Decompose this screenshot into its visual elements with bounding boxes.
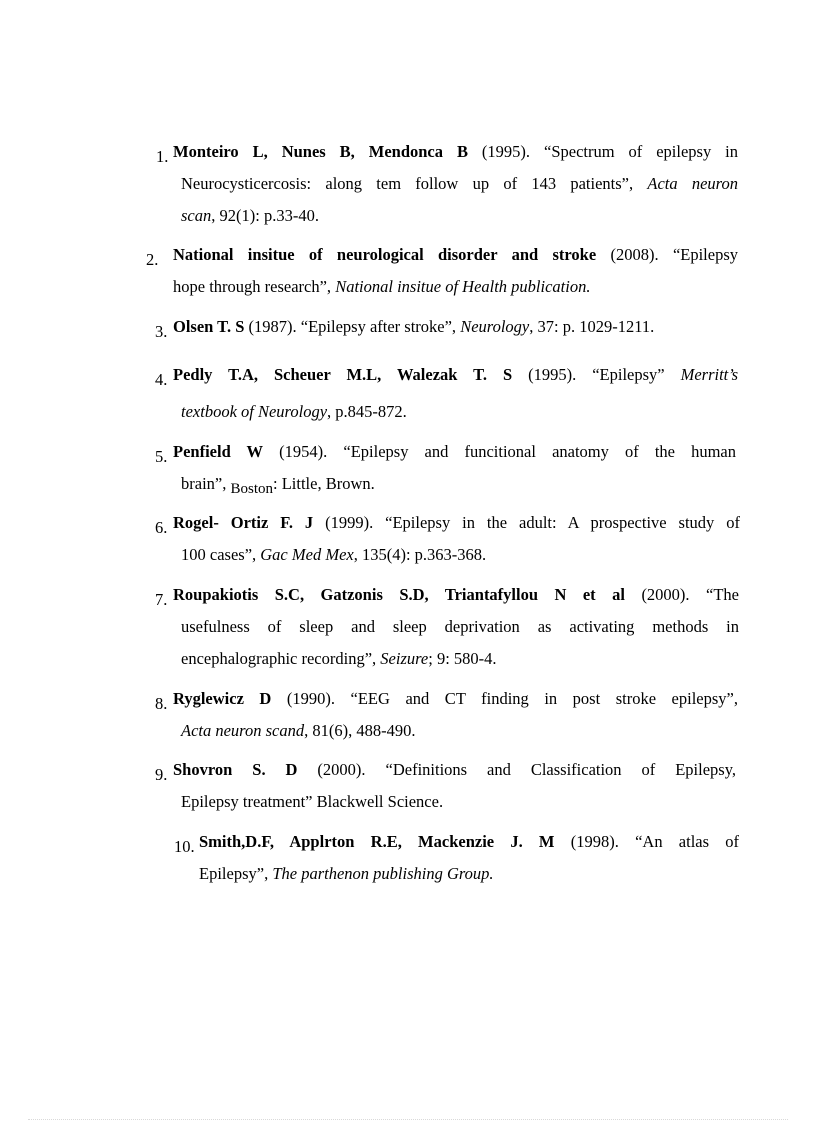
reference-line bbox=[181, 392, 738, 432]
reference-author: Rogel- Ortiz F. J bbox=[173, 513, 314, 532]
reference-author: Smith,D.F, Applrton R.E, Mackenzie J. M bbox=[199, 832, 555, 851]
reference-line bbox=[181, 468, 736, 501]
reference-line bbox=[181, 200, 738, 232]
reference-line bbox=[181, 611, 739, 643]
reference-author: Olsen T. S bbox=[173, 317, 245, 336]
reference-title: “The bbox=[706, 585, 740, 604]
reference-title: “EEG and CT finding in post stroke epilepsy”, bbox=[350, 689, 738, 708]
reference-year: (1998). bbox=[570, 832, 619, 851]
reference-author: Roupakiotis S.C, Gatzonis S.D, Triantafyllou N et al bbox=[173, 585, 625, 604]
reference-journal: Gac Med Mex bbox=[260, 545, 354, 564]
reference-title: “Epilepsy” bbox=[592, 365, 665, 384]
reference-line bbox=[173, 754, 736, 786]
reference-journal: Merritt’s bbox=[680, 365, 739, 384]
reference-item-4 bbox=[155, 358, 739, 432]
reference-title: “Definitions and Classification of Epilepsy, bbox=[385, 760, 737, 779]
reference-line bbox=[173, 239, 738, 271]
reference-line bbox=[181, 786, 736, 818]
reference-year: (1954). bbox=[279, 442, 328, 461]
reference-item-3 bbox=[155, 311, 738, 343]
reference-pages: , 37: p. 1029-1211. bbox=[529, 317, 655, 336]
reference-line bbox=[181, 539, 740, 571]
reference-number: 3. bbox=[155, 322, 168, 341]
reference-author: Shovron S. D bbox=[173, 760, 298, 779]
reference-year: (2008). bbox=[610, 245, 659, 264]
reference-line bbox=[173, 507, 740, 539]
reference-pages: , 135(4): p.363-368. bbox=[353, 545, 487, 564]
reference-pages: , p.845-872. bbox=[327, 402, 407, 421]
reference-line bbox=[181, 643, 739, 675]
reference-title: “An atlas of bbox=[635, 832, 740, 851]
reference-title: usefulness of sleep and sleep deprivation as activating methods in bbox=[181, 617, 739, 636]
reference-number: 7. bbox=[155, 590, 168, 609]
reference-line bbox=[173, 311, 738, 343]
reference-line bbox=[173, 358, 738, 392]
reference-title: “Epilepsy bbox=[672, 245, 739, 264]
reference-author: National insitue of neurological disorder and stroke bbox=[173, 245, 597, 264]
reference-line bbox=[199, 858, 739, 890]
reference-line bbox=[173, 271, 738, 303]
reference-journal: scan bbox=[181, 206, 212, 225]
reference-item-8 bbox=[155, 683, 738, 747]
reference-item-2 bbox=[146, 239, 739, 303]
reference-journal: Acta neuron bbox=[647, 174, 738, 193]
reference-number: 1. bbox=[156, 147, 169, 166]
reference-item-1 bbox=[156, 136, 738, 232]
reference-year: (1995). bbox=[481, 142, 531, 161]
reference-title: “Epilepsy after stroke”, bbox=[300, 317, 457, 336]
reference-year: (1995). bbox=[528, 365, 577, 384]
reference-item-10 bbox=[174, 826, 740, 890]
reference-year: (1999). bbox=[325, 513, 374, 532]
reference-year: (2000). bbox=[317, 760, 366, 779]
reference-journal: National insitue of Health publication. bbox=[335, 277, 591, 296]
reference-title: “Epilepsy in the adult: A prospective study of bbox=[385, 513, 740, 532]
reference-journal: Seizure bbox=[380, 649, 429, 668]
reference-title: “Spectrum of epilepsy in bbox=[544, 142, 738, 161]
reference-journal: Acta neuron scand bbox=[181, 721, 305, 740]
reference-item-7 bbox=[155, 579, 740, 675]
reference-publisher: Epilepsy treatment” Blackwell Science. bbox=[181, 792, 444, 811]
reference-author: Ryglewicz D bbox=[173, 689, 272, 708]
reference-title: Epilepsy”, bbox=[199, 864, 269, 883]
reference-line bbox=[173, 683, 738, 715]
reference-number: 6. bbox=[155, 518, 168, 537]
reference-line bbox=[173, 436, 736, 468]
reference-pages: , 81(6), 488-490. bbox=[304, 721, 416, 740]
reference-line bbox=[173, 136, 738, 168]
page-bottom-rule bbox=[28, 1119, 788, 1120]
reference-journal: textbook of Neurology bbox=[181, 402, 328, 421]
reference-item-5 bbox=[155, 436, 736, 501]
reference-title: 100 cases”, bbox=[181, 545, 257, 564]
reference-year: (2000). bbox=[641, 585, 690, 604]
reference-author: Penfield W bbox=[173, 442, 264, 461]
reference-number: 9. bbox=[155, 765, 168, 784]
reference-number: 8. bbox=[155, 694, 168, 713]
reference-line bbox=[181, 168, 738, 200]
reference-author: Monteiro L, Nunes B, Mendonca B bbox=[173, 142, 468, 161]
reference-year: (1987). bbox=[248, 317, 297, 336]
reference-journal: The parthenon publishing Group. bbox=[272, 864, 494, 883]
reference-title: Neurocysticercosis: along tem follow up of 143 patients”, bbox=[181, 174, 634, 193]
reference-line bbox=[199, 826, 739, 858]
reference-year: (1990). bbox=[286, 689, 335, 708]
reference-title: “Epilepsy and funcitional anatomy of the human bbox=[343, 442, 736, 461]
reference-pages: , 92(1): p.33-40. bbox=[211, 206, 319, 225]
reference-title: hope through research”, bbox=[173, 277, 332, 296]
reference-pages: ; 9: 580-4. bbox=[428, 649, 497, 668]
reference-item-6 bbox=[155, 507, 740, 571]
reference-line bbox=[173, 579, 739, 611]
reference-number: 2. bbox=[146, 250, 159, 269]
reference-number: 4. bbox=[155, 370, 168, 389]
reference-number: 5. bbox=[155, 447, 168, 466]
reference-author: Pedly T.A, Scheuer M.L, Walezak T. S bbox=[173, 365, 513, 384]
reference-city: Boston bbox=[230, 481, 273, 497]
reference-publisher: : Little, Brown. bbox=[273, 474, 375, 493]
reference-journal: Neurology bbox=[460, 317, 530, 336]
reference-line bbox=[181, 715, 738, 747]
reference-item-9 bbox=[155, 754, 737, 818]
reference-number: 10. bbox=[174, 837, 195, 856]
reference-title: brain”, bbox=[181, 474, 227, 493]
reference-title: encephalographic recording”, bbox=[181, 649, 377, 668]
